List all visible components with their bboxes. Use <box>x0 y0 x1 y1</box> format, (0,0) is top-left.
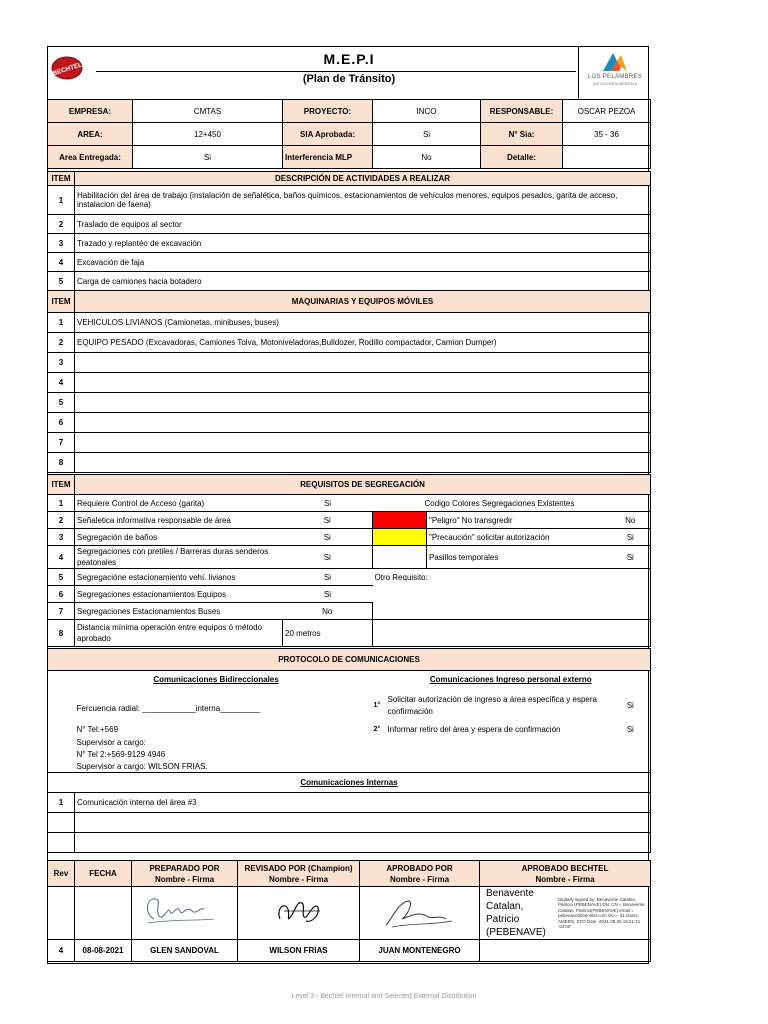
interna-num <box>48 833 75 853</box>
actividad-num: 2 <box>48 215 75 234</box>
segregacion-text: Segregaciones con pretiles / Barreras duras senderos peatonales <box>75 546 283 569</box>
segregacion-num: 8 <box>48 620 75 647</box>
otro-requisito: Otro Requisito: <box>373 569 651 586</box>
empresa-label: EMPRESA: <box>48 100 133 123</box>
actividad-num: 5 <box>48 272 75 291</box>
actividad-text: Carga de camiones hacia botadero <box>75 272 651 291</box>
empty-cell <box>48 887 75 940</box>
preparado-name: GLEN SANDOVAL <box>132 940 238 962</box>
color-swatch-red <box>373 512 427 529</box>
maquinaria-num: 6 <box>48 413 75 433</box>
proyecto-label: PROYECTO: <box>283 100 373 123</box>
maquinaria-text <box>75 433 651 453</box>
maquinaria-text: VEHICULOS LIVIANOS (Camionetas, minibuses, buses) <box>75 313 651 333</box>
telefono-1: N° Tel:+569 <box>76 725 119 734</box>
maquinaria-num: 8 <box>48 453 75 473</box>
ext-text: Informar retiro del área y espera de confirmación <box>387 725 561 734</box>
empty-cell <box>480 940 651 962</box>
fecha-label: FECHA <box>75 861 132 887</box>
page-title: M.E.P.I <box>323 51 375 67</box>
maquinaria-num: 5 <box>48 393 75 413</box>
segregacion-title: REQUISITOS DE SEGREGACIÓN <box>75 475 651 495</box>
area-label: AREA: <box>48 123 133 146</box>
color-label: "Peligro" No transgredir <box>427 512 611 529</box>
maquinaria-text: EQUIPO PESADO (Excavadoras, Camiones Tolva, Motoniveladoras,Bulldozer, Rodillo compactador, Camion Dumper) <box>75 333 651 353</box>
segregacion-text: Requiere Control de Acceso (garita) <box>75 495 283 512</box>
empty-cell <box>373 586 651 603</box>
svg-text:BECHTEL: BECHTEL <box>51 61 84 78</box>
detalle-label: Detalle: <box>481 146 563 169</box>
segregacion-table <box>47 474 651 647</box>
footer-classification: Level 3 - Bechtel Internal and Selected External Distribution <box>291 993 477 1000</box>
ext-title: Comunicaciones Ingreso personal externo <box>372 671 651 689</box>
actividad-num: 4 <box>48 253 75 272</box>
actividades-title: DESCRIPCIÓN DE ACTIVIDADES A REALIZAR <box>75 172 651 186</box>
segregacion-value: No <box>283 603 373 620</box>
color-value: No <box>611 512 651 529</box>
actividad-text: Habilitación del área de trabajo (instalación de señalética, baños químicos, estacionamientos de vehículos menores, equipos pesados, garita de acceso, instalacion de faena) <box>75 186 651 215</box>
maquinaria-text <box>75 373 651 393</box>
segregacion-value: Si <box>283 546 373 569</box>
supervisor-1: Supervisor a cargo: <box>76 738 146 747</box>
preparado-label: PREPARADO POR <box>149 863 220 873</box>
supervisor-2: Supervisor a cargo: WILSON FRIAS. <box>75 761 358 773</box>
segregacion-value: Si <box>283 586 373 603</box>
firmas-table <box>47 860 651 962</box>
logo-name: LOS PELAMBRES <box>587 74 643 80</box>
empresa-value: CMTAS <box>133 100 283 123</box>
segregacion-num: 3 <box>48 529 75 546</box>
signature-glen <box>132 887 238 940</box>
segregacion-num: 1 <box>48 495 75 512</box>
segregacion-num: 6 <box>48 586 75 603</box>
maquinaria-num: 7 <box>48 433 75 453</box>
ext-text: Solicitar autorización de ingreso a área específica y espera confirmación <box>387 694 597 716</box>
responsable-value: OSCAR PEZOA <box>563 100 651 123</box>
responsable-label: RESPONSABLE: <box>481 100 563 123</box>
sia-label: SIA Aprobada: <box>283 123 373 146</box>
header <box>48 47 650 99</box>
interna-text <box>75 813 651 833</box>
nombre-firma-label: Nombre - Firma <box>535 874 595 884</box>
maquinaria-text <box>75 393 651 413</box>
segregacion-value: Si <box>283 569 373 586</box>
bechtel-name-3: (PEBENAVE) <box>486 927 546 938</box>
fecha-value: 08-08-2021 <box>75 940 132 962</box>
aprobado-bechtel-label: APROBADO BECHTEL <box>521 863 609 873</box>
color-swatch-yellow <box>373 529 427 546</box>
maquinaria-num: 3 <box>48 353 75 373</box>
actividades-item-header: ITEM <box>48 172 75 186</box>
segregacion-num: 4 <box>48 546 75 569</box>
color-label: "Precaución" solicitar autorización <box>427 529 611 546</box>
color-value: Si <box>611 546 651 569</box>
detalle-value <box>563 146 651 169</box>
maquinarias-table <box>47 290 651 473</box>
area-value: 12+450 <box>133 123 283 146</box>
segregacion-value: Si <box>283 512 373 529</box>
bechtel-digital-signature <box>480 887 651 940</box>
interna-num <box>48 813 75 833</box>
los-pelambres-logo <box>578 47 650 99</box>
logo-sub: ANTOFAGASTA MINERALS <box>592 82 638 86</box>
segregacion-text: Segregaciones estacionamientos Equipos <box>75 586 283 603</box>
actividad-num: 1 <box>48 186 75 215</box>
segregacion-value: Si <box>283 495 373 512</box>
segregacion-item-header: ITEM <box>48 475 75 495</box>
color-swatch-white <box>373 546 427 569</box>
segregacion-num: 7 <box>48 603 75 620</box>
title-divider <box>96 71 576 72</box>
interferencia-value: No <box>373 146 481 169</box>
nsia-label: N° Sia: <box>481 123 563 146</box>
nombre-firma-label: Nombre - Firma <box>389 874 450 884</box>
empty-cell <box>373 603 651 620</box>
digital-signature-details: Digitally signed by: Benavente Catalan, Patricio (PEBENAVE) DN: CN = Benavente Catalan, Patricio(PEBENAVE) email = pebenave@bechtel.com OU = 01,Users, AMERS, STO Date: 2021.08.30 19:21:21 -04'00' <box>558 896 645 929</box>
interferencia-label: Interferencia MLP <box>283 146 373 169</box>
maquinarias-title: MAQUINARIAS Y EQUIPOS MÓVILES <box>75 291 651 313</box>
actividad-text: Excavación de faja <box>75 253 651 272</box>
maquinaria-num: 1 <box>48 313 75 333</box>
aprobado-label: APROBADO POR <box>386 863 453 873</box>
nombre-firma-label: Nombre - Firma <box>154 874 215 884</box>
color-label: Pasillos temporales <box>427 546 611 569</box>
rev-value: 4 <box>48 940 75 962</box>
sia-value: Si <box>373 123 481 146</box>
segregacion-text: Segregación de baños <box>75 529 283 546</box>
maquinaria-text <box>75 353 651 373</box>
ext-value: Si <box>611 723 651 737</box>
interna-text <box>75 833 651 853</box>
signature-wilson <box>238 887 360 940</box>
document-sheet <box>47 46 649 964</box>
nombre-firma-label: Nombre - Firma <box>268 874 329 884</box>
ext-num: 1° <box>373 702 381 709</box>
rev-label: Rev <box>48 861 75 887</box>
nsia-value: 35 - 36 <box>563 123 651 146</box>
info-table <box>47 99 651 169</box>
maquinaria-num: 2 <box>48 333 75 353</box>
maquinaria-num: 4 <box>48 373 75 393</box>
segregacion-num: 5 <box>48 569 75 586</box>
actividades-table <box>47 171 651 291</box>
empty-cell <box>373 620 651 647</box>
internas-title: Comunicaciones Internas <box>48 773 651 793</box>
interna-text: Comunicación interna del área #3 <box>75 793 651 813</box>
color-value: Si <box>611 529 651 546</box>
maquinarias-item-header: ITEM <box>48 291 75 313</box>
proyecto-value: INCO <box>373 100 481 123</box>
segregacion-value: Si <box>283 529 373 546</box>
frecuencia-radial: Fercuencia radial: ____________interna_________ <box>76 704 261 713</box>
distancia-value: 20 metros <box>283 620 373 647</box>
bidir-title: Comunicaciones Bidireccionales <box>153 675 279 685</box>
bechtel-name-2: Catalan, Patricio <box>486 901 524 925</box>
ext-num: 2° <box>373 726 381 733</box>
codigo-colores-title: Codigo Colores Segregaciones Existentes <box>373 495 651 512</box>
revisado-label: REVISADO POR (Champion) <box>244 863 353 873</box>
entregada-value: Si <box>133 146 283 169</box>
telefono-2: N° Tel 2:+569-9129 4946 <box>76 750 166 759</box>
actividad-text: Traslado de equipos al sector <box>75 215 651 234</box>
segregacion-text: Segregacióne estacionamiento vehí. livianos <box>75 569 283 586</box>
signature-juan <box>360 887 480 940</box>
actividad-num: 3 <box>48 234 75 253</box>
empty-cell <box>75 887 132 940</box>
entregada-label: Area Entregada: <box>48 146 133 169</box>
segregacion-text: Señaletica informativa responsable de área <box>75 512 283 529</box>
maquinaria-text <box>75 413 651 433</box>
segregacion-text: Distancia mínima operación entre equipos ó método aprobado <box>75 620 283 647</box>
mountain-icon <box>601 49 629 73</box>
comunicaciones-table <box>47 648 651 853</box>
revisado-name: WILSON FRIAS <box>238 940 360 962</box>
comunicaciones-title: PROTOCOLO DE COMUNICACIONES <box>48 649 651 671</box>
actividad-text: Trazado y replantéo de excavación <box>75 234 651 253</box>
bechtel-name-1: Benavente <box>486 888 534 899</box>
maquinaria-text <box>75 453 651 473</box>
page-subtitle: (Plan de Tránsito) <box>302 73 396 85</box>
interna-num: 1 <box>48 793 75 813</box>
segregacion-text: Segregaciones Estacionamientos Buses <box>75 603 283 620</box>
segregacion-num: 2 <box>48 512 75 529</box>
ext-value: Si <box>611 689 651 723</box>
aprobado-name: JUAN MONTENEGRO <box>360 940 480 962</box>
